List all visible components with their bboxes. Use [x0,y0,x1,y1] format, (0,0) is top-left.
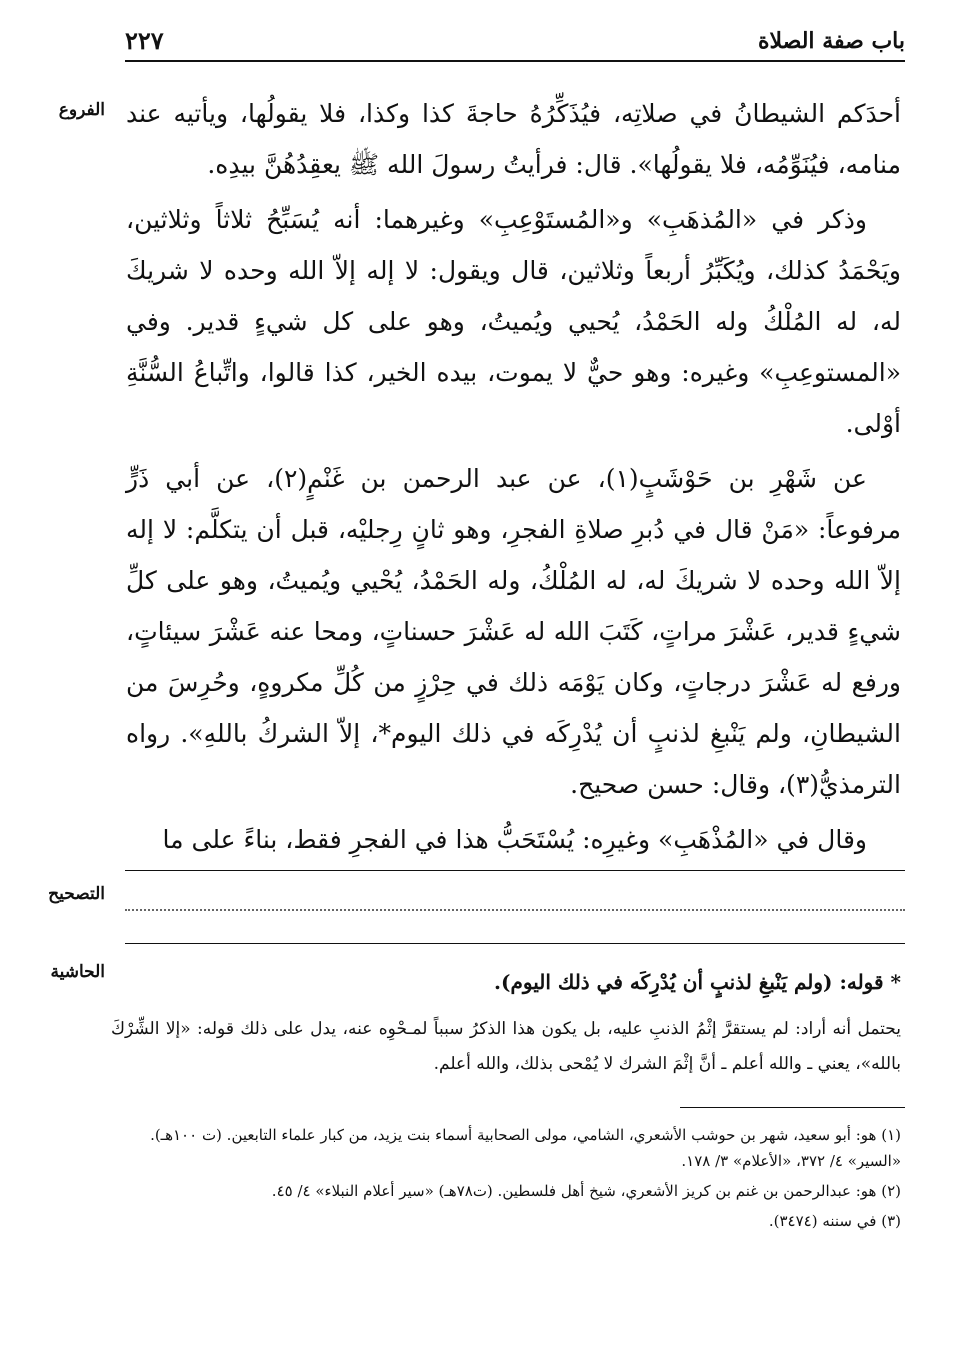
correction-box [125,870,905,944]
main-paragraph: وقال في «المُذْهَبِ» وغيرِه: يُسْتَحَبُّ هذا في الفجرِ فقط، بناءً على ما [162,825,867,854]
footnote: (٢) هو: عبدالرحمن بن غنم بن كريز الأشعري، شيخ أهل فلسطين. (ت٧٨هـ) «سير أعلام النبلاء» ٤/ ٤٥. [271,1182,901,1200]
page-number: ٢٢٧ [125,26,164,55]
hashiya-explanation: يحتمل أنه أراد: لم يستقرَّ إثْمُ الذنبِ عليه، بل يكون هذا الذكرُ سبباً لمـحْوِه عنه، يدل على ذلك قوله: «إلا الشِّرْكَ بالله»، يعني ـ والله أعلم ـ أنَّ إثْمَ الشرك لا يُمْحى بذلك، والله أعلم. [111,1019,901,1074]
page-header [125,26,905,62]
main-text [126,88,901,869]
hashiya-quote: * قوله: (ولم يَنْبغِ لذنبٍ أن يُدْرِكَه في ذلك اليوم). [494,970,901,994]
main-paragraph: أحدَكم الشيطانُ في صلاتِه، فيُذَكِّرُهُ حاجةَ كذا وكذا، فلا يقولُها، ويأتيه عند منامه، فيُنَوِّمُه، فلا يقولُها». قال: فرأيتُ رسولَ الله ﷺ يعقِدُهُنَّ بيدِه. [126,99,901,179]
side-label-furu: الفروع [58,100,105,120]
main-paragraph: وذكر في «المُذهَبِ» و«المُستَوْعِبِ» وغيرهما: أنه يُسَبِّحُ ثلاثاً وثلاثين، ويَحْمَدُ كذلك، ويُكَبِّرُ أربعاً وثلاثين، قال ويقول: لا إله إلاّ الله وحده لا شريكَ له، له المُلْكُ وله الحَمْدُ، يُحيي ويُميتُ، وهو على كل شيءٍ قدير. وفي «المستوعِبِ» وغيره: وهو حيٌّ لا يموت، بيده الخير، كذا قالوا، واتِّباعُ السُّنَّةِ أوْلى. [126,205,901,438]
side-label-tashih: التصحيح [48,884,105,904]
footnote-divider [680,1107,905,1108]
hashiya-section [111,962,901,1082]
chapter-title: باب صفة الصلاة [757,28,905,54]
side-label-hashiya: الحاشية [50,962,105,982]
footnote: (١) هو: أبو سعيد، شهر بن حوشب الأشعري، الشامي، مولى الصحابية أسماء بنت يزيد، من كبار علماء التابعين. (ت ١٠٠هـ). «السير» ٤/ ٣٧٢، «الأعلام» ٣/ ١٧٨. [150,1126,901,1170]
main-paragraph: عن شَهْرِ بن حَوْشَبٍ(١)، عن عبد الرحمن بن غَنْمٍ(٢)، عن أبي ذَرٍّ مرفوعاً: «مَنْ قال في دُبرِ صلاةِ الفجرِ، وهو ثانٍ رِجليْه، قبل أن يتكلَّم: لا إله إلاّ الله وحده لا شريكَ له، له المُلْكُ، وله الحَمْدُ، يُحْيي ويُميتُ، وهو على كلِّ شيءٍ قدير، عَشْرَ مراتٍ، كَتَبَ الله له عَشْرَ حسناتٍ، ومحا عنه عَشْرَ سيئاتٍ، ورفع له عَشْرَ درجاتٍ، وكان يَوْمَه ذلك في حِرْزٍ من كُلِّ مكروهٍ، وحُرِسَ من الشيطانِ، ولم يَنْبغِ لذنبٍ أن يُدْرِكَه في ذلك اليوم*، إلاّ الشركُ باللهِ». رواه الترمذيُّ(٣)، وقال: حسن صحيح. [126,464,901,799]
footnote: (٣) في سننه (٣٤٧٤). [768,1212,901,1230]
dotted-line [125,909,905,911]
footnotes [111,1122,901,1238]
